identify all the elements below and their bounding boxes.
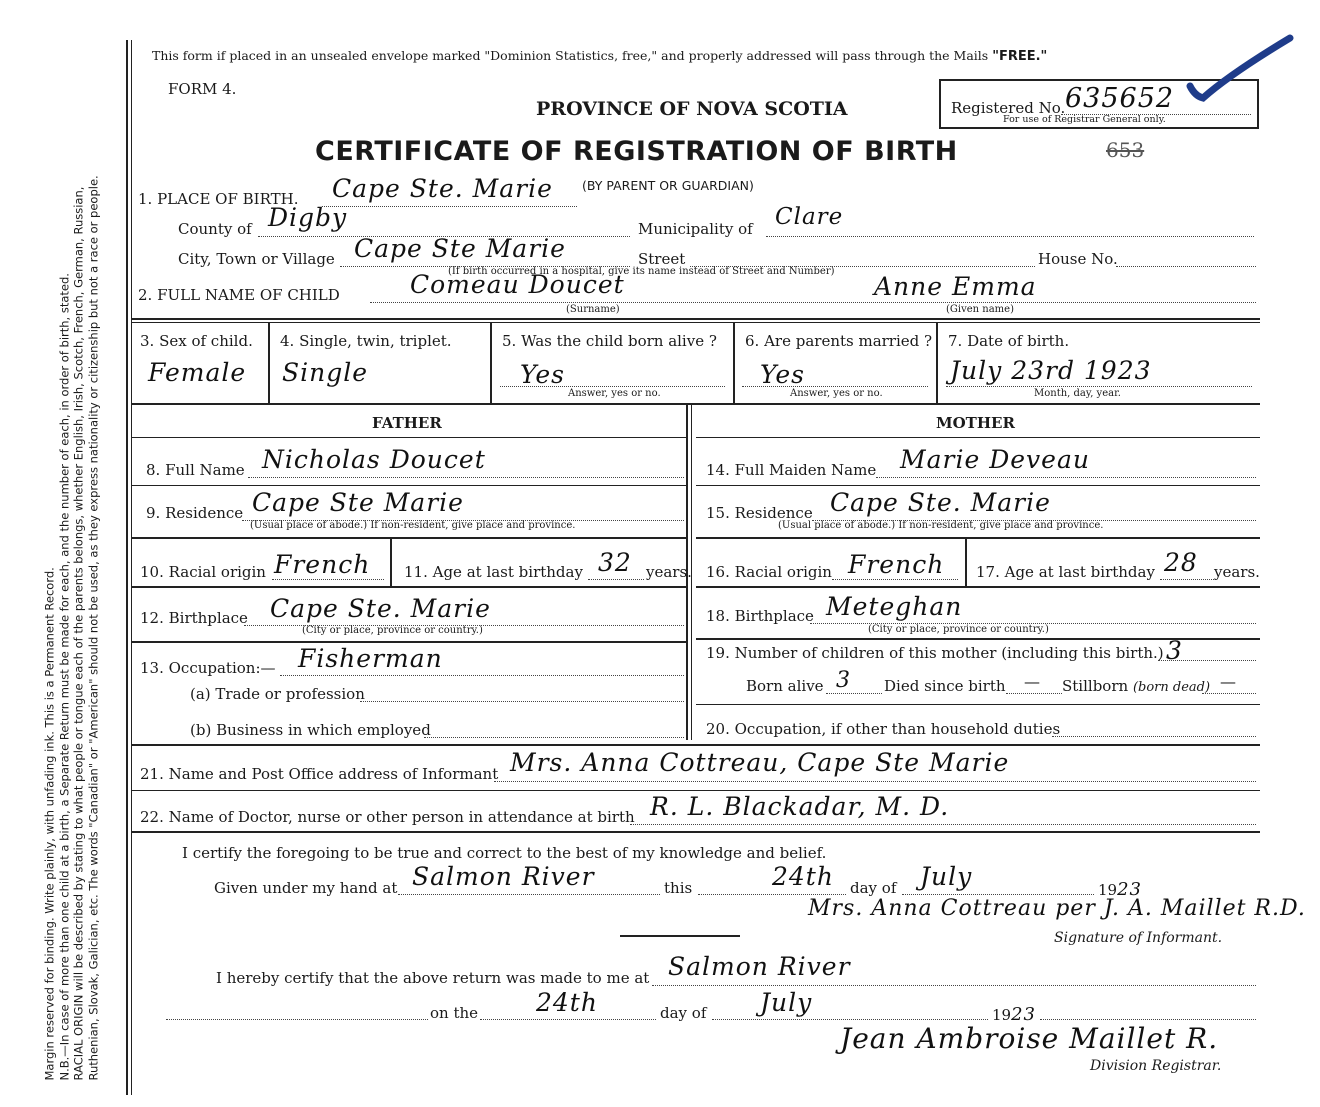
father-age-value[interactable]: 32 xyxy=(598,548,632,577)
divider xyxy=(131,744,1260,746)
margin-line-2: N.B.—In case of more than one child at a birth, a Separate Return must be made for each, and the number of each, in order of birth, stated. xyxy=(57,273,71,1081)
mail-notice: This form if placed in an unsealed envelope marked "Dominion Statistics, free," and properly addressed will pass through the Mails "FREE." xyxy=(152,48,1048,64)
margin-line-4: Ruthenian, Slovak, Galician, etc. The words "Canadian" or "American" should not be used, as they express nationality or citizenship but not a race or people. xyxy=(86,175,100,1081)
margin-line-1: Margin reserved for binding. Write plainly, with unfading ink. This is a Permanent Record. xyxy=(42,567,57,1081)
mother-age-label: 17. Age at last birthday xyxy=(976,563,1155,581)
place-of-birth-value[interactable]: Cape Ste. Marie xyxy=(332,174,553,203)
father-name-value[interactable]: Nicholas Doucet xyxy=(262,445,486,474)
street-label: Street xyxy=(638,250,686,268)
county-value[interactable]: Digby xyxy=(268,203,348,232)
mother-birthplace-value[interactable]: Meteghan xyxy=(826,592,963,621)
sex-label: 3. Sex of child. xyxy=(140,332,253,350)
registrar-statement: I hereby certify that the above return was made to me at xyxy=(216,969,650,987)
mother-age-value[interactable]: 28 xyxy=(1164,548,1198,577)
date-of-birth-value[interactable]: July 23rd 1923 xyxy=(950,356,1152,385)
given-day-value[interactable]: 24th xyxy=(772,862,834,891)
informant-label: 21. Name and Post Office address of Informant xyxy=(140,765,499,783)
certificate-subtitle: (BY PARENT OR GUARDIAN) xyxy=(582,178,754,193)
surname-note: (Surname) xyxy=(566,304,620,315)
plurality-value[interactable]: Single xyxy=(282,358,369,387)
birthplace-note: (City or place, province or country.) xyxy=(868,624,1049,635)
day-of-label: day of xyxy=(850,879,897,897)
parents-married-answer[interactable]: Yes xyxy=(760,360,805,389)
mother-residence-label: 15. Residence xyxy=(706,504,813,522)
separator xyxy=(620,935,740,937)
died-since-birth-value[interactable]: — xyxy=(1024,672,1040,691)
given-year: 1923 xyxy=(1098,879,1142,900)
city-label: City, Town or Village xyxy=(178,250,335,268)
child-name-label: 2. FULL NAME OF CHILD xyxy=(138,286,340,304)
plurality-label: 4. Single, twin, triplet. xyxy=(280,332,452,350)
birthplace-note: (City or place, province or country.) xyxy=(302,625,483,636)
father-residence-value[interactable]: Cape Ste Marie xyxy=(252,488,464,517)
business-label: (b) Business in which employed xyxy=(190,721,431,739)
father-occupation-value[interactable]: Fisherman xyxy=(298,644,443,673)
father-name-label: 8. Full Name xyxy=(146,461,245,479)
born-alive-label: Born alive xyxy=(746,677,824,695)
reg-month-value[interactable]: July xyxy=(760,988,813,1017)
divider xyxy=(131,537,687,539)
reg-label: Registered No. xyxy=(951,99,1066,117)
hospital-note: (If birth occurred in a hospital, give its name instead of Street and Number) xyxy=(448,266,835,277)
divider xyxy=(131,485,687,486)
reg-day-value[interactable]: 24th xyxy=(536,988,598,1017)
stamp-number: 653 xyxy=(1106,138,1145,162)
children-count-label: 19. Number of children of this mother (including this birth.) xyxy=(706,644,1164,662)
mother-name-label: 14. Full Maiden Name xyxy=(706,461,877,479)
father-racial-label: 10. Racial origin xyxy=(140,563,266,581)
province-heading: PROVINCE OF NOVA SCOTIA xyxy=(536,98,848,120)
trade-label: (a) Trade or profession xyxy=(190,685,365,703)
informant-signature-label: Signature of Informant. xyxy=(1054,930,1223,946)
cell-border xyxy=(268,323,270,403)
died-since-birth-label: Died since birth xyxy=(884,677,1006,695)
attendant-label: 22. Name of Doctor, nurse or other person in attendance at birth xyxy=(140,808,635,826)
mother-birthplace-label: 18. Birthplace xyxy=(706,607,814,625)
divider xyxy=(696,704,1260,705)
father-racial-value[interactable]: French xyxy=(274,550,371,579)
born-alive-answer[interactable]: Yes xyxy=(520,360,565,389)
division-registrar-label: Division Registrar. xyxy=(1090,1058,1222,1074)
born-alive-value[interactable]: 3 xyxy=(836,668,851,693)
divider xyxy=(131,790,1260,791)
city-value[interactable]: Cape Ste Marie xyxy=(354,234,566,263)
answer-note: Answer, yes or no. xyxy=(790,388,883,399)
child-given-name-value[interactable]: Anne Emma xyxy=(874,272,1037,301)
municipality-label: Municipality of xyxy=(638,220,753,238)
divider xyxy=(696,586,1260,588)
binding-line-inner xyxy=(131,40,132,1095)
divider xyxy=(131,437,687,438)
check-mark-icon xyxy=(1185,34,1295,104)
form-number: FORM 4. xyxy=(168,80,237,98)
attendant-value[interactable]: R. L. Blackadar, M. D. xyxy=(650,792,950,821)
mother-heading: MOTHER xyxy=(936,414,1015,432)
binding-line xyxy=(126,40,128,1095)
stillborn-value[interactable]: — xyxy=(1220,672,1236,691)
given-name-note: (Given name) xyxy=(946,304,1014,315)
cell-border xyxy=(936,323,938,403)
divider xyxy=(131,586,687,588)
place-of-birth-label: 1. PLACE OF BIRTH. xyxy=(138,190,299,208)
child-surname-value[interactable]: Comeau Doucet xyxy=(410,270,625,299)
divider xyxy=(131,403,1260,405)
given-place-value[interactable]: Salmon River xyxy=(412,862,595,891)
father-residence-label: 9. Residence xyxy=(146,504,244,522)
cell-border xyxy=(490,323,492,403)
given-month-value[interactable]: July xyxy=(920,862,973,891)
father-heading: FATHER xyxy=(372,414,442,432)
father-birthplace-label: 12. Birthplace xyxy=(140,609,248,627)
county-label: County of xyxy=(178,220,252,238)
this-label: this xyxy=(664,879,693,897)
reg-note: For use of Registrar General only. xyxy=(1003,114,1166,125)
municipality-value[interactable]: Clare xyxy=(775,204,844,230)
reg-number[interactable]: 635652 xyxy=(1065,83,1175,114)
reg-year: 1923 xyxy=(992,1004,1036,1025)
father-birthplace-value[interactable]: Cape Ste. Marie xyxy=(270,594,491,623)
informant-signature[interactable]: Mrs. Anna Cottreau per J. A. Maillet R.D. xyxy=(808,896,1306,921)
residence-note: (Usual place of abode.) If non-resident, give place and province. xyxy=(778,520,1104,531)
given-under-label: Given under my hand at xyxy=(214,879,398,897)
mother-years-label: years. xyxy=(1214,563,1260,581)
house-no-label: House No. xyxy=(1038,250,1118,268)
children-count-value[interactable]: 3 xyxy=(1166,636,1183,665)
informant-value[interactable]: Mrs. Anna Cottreau, Cape Ste Marie xyxy=(510,748,1010,777)
divider xyxy=(696,537,1260,539)
residence-note: (Usual place of abode.) If non-resident, give place and province. xyxy=(250,520,576,531)
reg-day-of-label: day of xyxy=(660,1004,707,1022)
registrar-place-value[interactable]: Salmon River xyxy=(668,952,851,981)
divider xyxy=(696,485,1260,486)
father-occupation-label: 13. Occupation:— xyxy=(140,659,276,677)
father-years-label: years. xyxy=(646,563,692,581)
answer-note: Answer, yes or no. xyxy=(568,388,661,399)
certify-statement: I certify the foregoing to be true and correct to the best of my knowledge and belief. xyxy=(182,844,827,862)
parents-married-question: 6. Are parents married ? xyxy=(745,332,933,350)
registrar-signature[interactable]: Jean Ambroise Maillet R. xyxy=(840,1022,1219,1055)
cell-border xyxy=(965,538,967,586)
cell-border xyxy=(390,538,392,586)
sex-value[interactable]: Female xyxy=(148,358,247,387)
mother-occupation-label: 20. Occupation, if other than household duties xyxy=(706,720,1061,738)
father-age-label: 11. Age at last birthday xyxy=(404,563,583,581)
stillborn-label: Stillborn (born dead) xyxy=(1062,677,1211,695)
margin-instructions xyxy=(43,81,128,1081)
mother-racial-value[interactable]: French xyxy=(848,550,945,579)
cell-border xyxy=(733,323,735,403)
certificate-title: CERTIFICATE OF REGISTRATION OF BIRTH xyxy=(315,136,958,167)
date-note: Month, day, year. xyxy=(1034,388,1121,399)
date-of-birth-label: 7. Date of birth. xyxy=(948,332,1070,350)
mother-racial-label: 16. Racial origin xyxy=(706,563,832,581)
divider xyxy=(131,641,687,643)
divider xyxy=(131,831,1260,833)
mother-residence-value[interactable]: Cape Ste. Marie xyxy=(830,488,1051,517)
margin-line-3: RACIAL ORIGIN will be described by stating to what people or tongue each of the parents belongs, whether English, Irish, Scotch, French, German, Russian, xyxy=(71,186,86,1081)
divider xyxy=(696,437,1260,438)
born-alive-question: 5. Was the child born alive ? xyxy=(502,332,717,350)
mother-name-value[interactable]: Marie Deveau xyxy=(900,445,1090,474)
on-the-label: on the xyxy=(430,1004,479,1022)
divider xyxy=(131,322,1260,323)
divider xyxy=(131,318,1260,320)
